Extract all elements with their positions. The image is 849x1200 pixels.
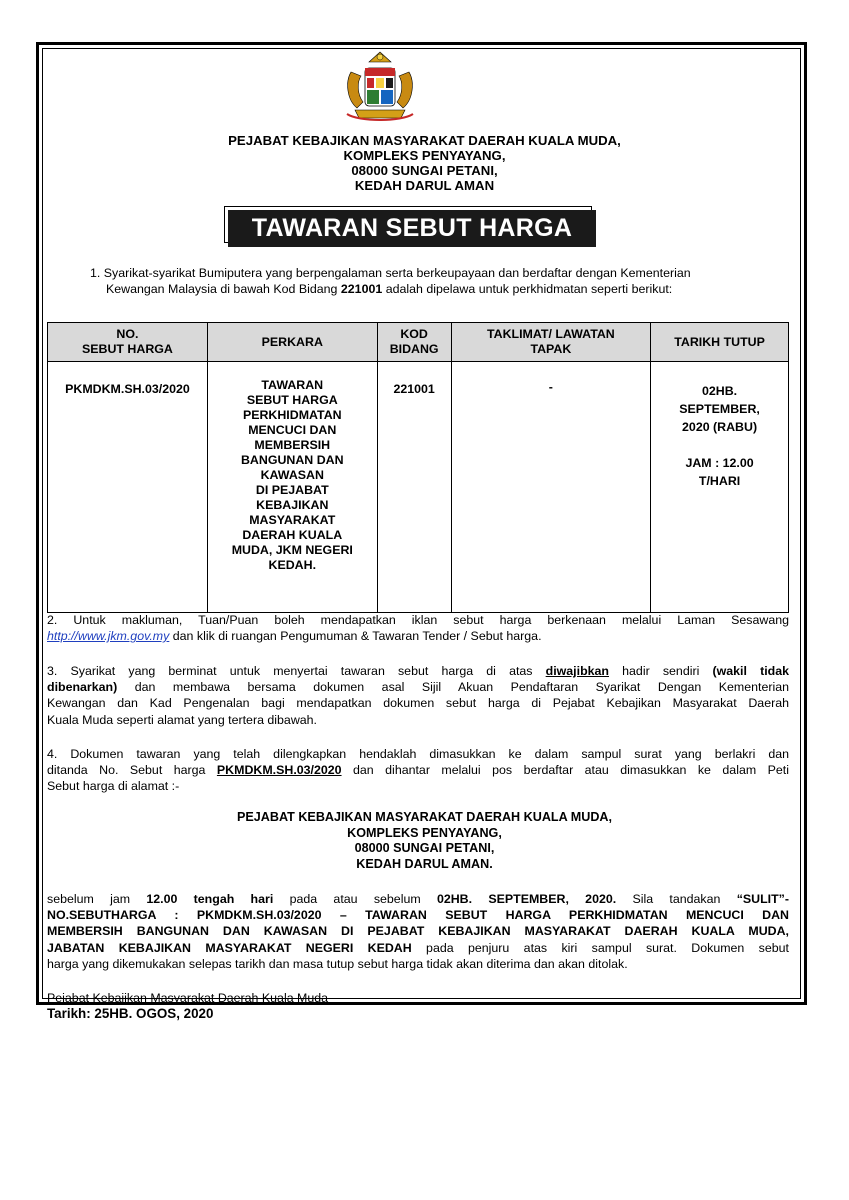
tender-table — [47, 322, 789, 613]
footer-date: Tarikh: 25HB. OGOS, 2020 — [47, 1006, 214, 1021]
cell-kod: 221001 — [377, 362, 451, 613]
cell-taklimat: - — [451, 362, 651, 613]
paragraph-2: 2. Untuk makluman, Tuan/Puan boleh mendapatkan iklan sebut harga berkenaan melalui Laman Sesawang http://www.jkm.gov.my dan klik di ruangan Pengumuman & Tawaran Tender / Sebut harga. — [47, 613, 789, 644]
website-link[interactable]: http://www.jkm.gov.my — [47, 629, 170, 644]
address-line: KOMPLEKS PENYAYANG, — [347, 825, 502, 840]
header-no: NO. SEBUT HARGA — [48, 323, 208, 362]
paragraph-1: 1. Syarikat-syarikat Bumiputera yang berpengalaman serta berkeupayaan dan berdaftar dengan Kementerian Kewangan Malaysia di bawah Kod Bidang 221001 adalah dipelawa untuk perkhidmatan seperti berikut: — [90, 266, 691, 297]
header-kod: KOD BIDANG — [377, 323, 451, 362]
cell-tarikh: 02HB. SEPTEMBER, 2020 (RABU) JAM : 12.00 T/HARI — [651, 362, 789, 613]
coat-of-arms-icon — [339, 48, 421, 126]
address-line: PEJABAT KEBAJIKAN MASYARAKAT DAERAH KUALA MUDA, — [236, 810, 613, 824]
delivery-address — [0, 810, 849, 872]
address-line: 08000 SUNGAI PETANI, — [354, 841, 495, 855]
paragraph-3: 3. Syarikat yang berminat untuk menyertai tawaran sebut harga di atas diwajibkan hadir sendiri (wakil tidak dibenarkan) dan membawa bersama dokumen asal Sijil Akuan Pendaftaran Syarikat Dengan Kementerian Kewangan dan Kad Pengenalan bagi mendapatkan dokumen sebut harga di Pejabat Kebajikan Masyarakat Daerah Kuala Muda seperti alamat yang tertera dibawah. — [47, 664, 789, 727]
table-header-row — [48, 323, 789, 362]
header-address — [0, 133, 849, 193]
header-tarikh: TARIKH TUTUP — [651, 323, 789, 362]
footer-office: Pejabat Kebajikan Masyarakat Daerah Kuala Muda — [47, 991, 329, 1005]
address-line: KEDAH DARUL AMAN. — [356, 856, 493, 871]
page-title: TAWARAN SEBUT HARGA — [228, 210, 596, 247]
cell-no: PKMDKM.SH.03/2020 — [48, 362, 208, 613]
address-line: 08000 SUNGAI PETANI, — [351, 163, 498, 178]
address-line: KOMPLEKS PENYAYANG, — [343, 148, 506, 163]
cell-perkara: TAWARAN SEBUT HARGA PERKHIDMATAN MENCUCI DAN MEMBERSIH BANGUNAN DAN KAWASAN DI PEJABAT KEBAJIKAN MASYARAKAT DAERAH KUALA MUDA, JKM NEGERI KEDAH. — [207, 362, 377, 613]
paragraph-5: sebelum jam 12.00 tengah hari pada atau sebelum 02HB. SEPTEMBER, 2020. Sila tandakan “SULIT”- NO.SEBUTHARGA : PKMDKM.SH.03/2020 – TAWARAN SEBUT HARGA PERKHIDMATAN MENCUCI DAN MEMBERSIH BANGUNAN DAN KAWASAN DI PEJABAT KEBAJIKAN MASYARAKAT DAERAH KUALA MUDA, JABATAN KEBAJIKAN MASYARAKAT NEGERI KEDAH pada penjuru atas kiri sampul surat. Dokumen sebut harga yang dikemukakan selepas tarikh dan masa tutup sebut harga tidak akan diterima dan akan ditolak. — [47, 892, 789, 971]
header-taklimat: TAKLIMAT/ LAWATAN TAPAK — [451, 323, 651, 362]
address-line: PEJABAT KEBAJIKAN MASYARAKAT DAERAH KUALA MUDA, — [228, 133, 621, 148]
address-line: KEDAH DARUL AMAN — [354, 178, 495, 193]
header-perkara: PERKARA — [207, 323, 377, 362]
table-row — [48, 362, 789, 613]
footer — [47, 990, 789, 1006]
paragraph-4: 4. Dokumen tawaran yang telah dilengkapkan hendaklah dimasukkan ke dalam sampul surat yang berlakri dan ditanda No. Sebut harga PKMDKM.SH.03/2020 dan dihantar melalui pos berdaftar atau dimasukkan ke dalam Peti Sebut harga di alamat :- — [47, 747, 789, 794]
